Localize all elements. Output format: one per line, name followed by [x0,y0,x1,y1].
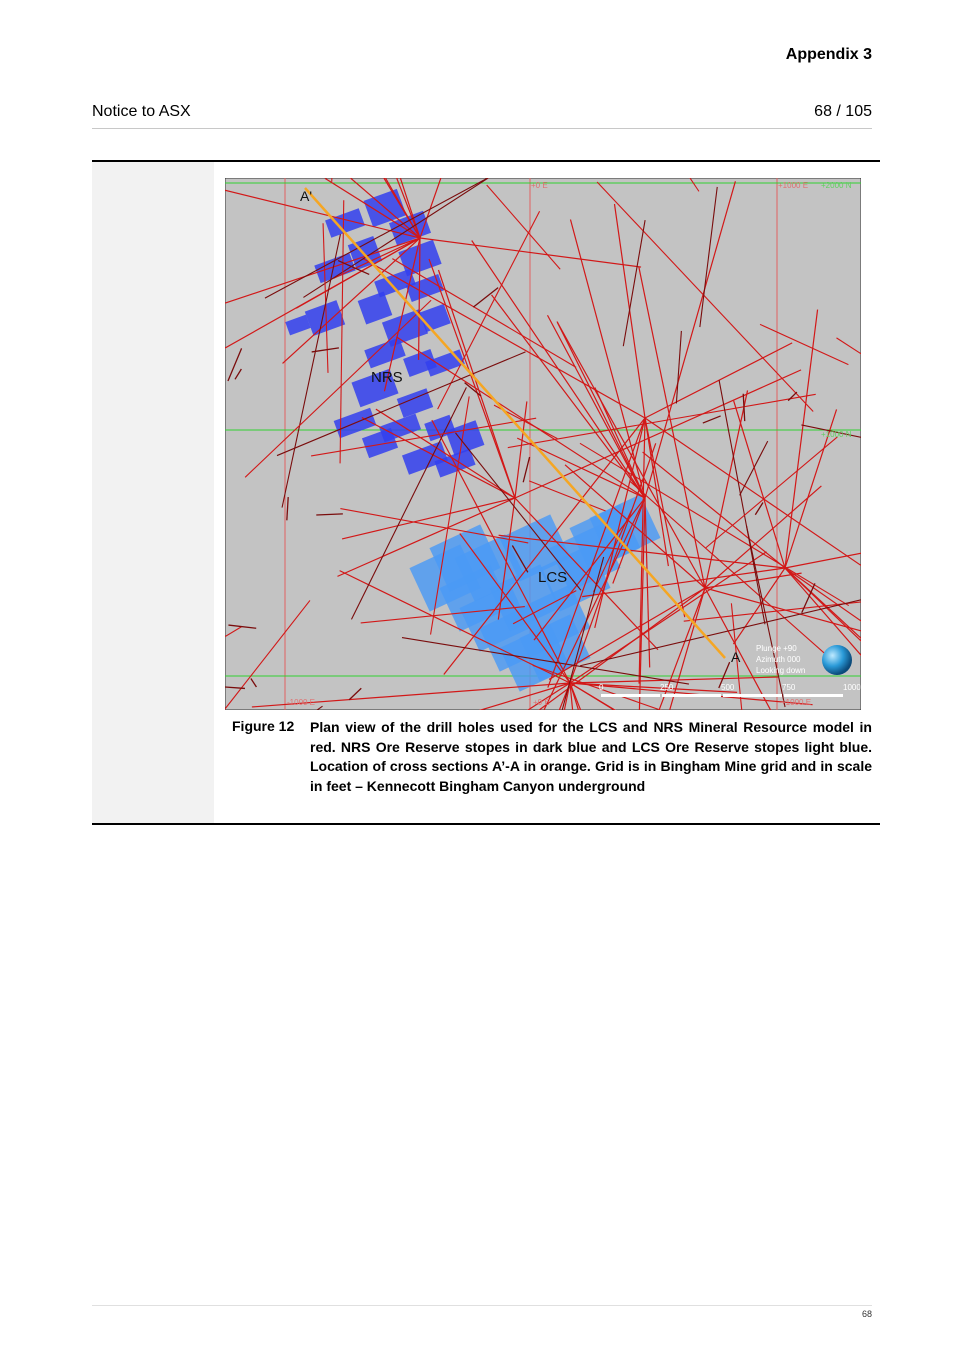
figure-caption-label: Figure 12 [232,718,295,734]
notice-title: Notice to ASX [92,103,191,120]
scale-tick-label: 0 [599,683,604,692]
view-azimuth: Azimuth 000 [756,655,801,664]
drill-hole-plan-view [225,178,861,710]
grid-label-top-0e: +0 E [531,181,548,190]
scale-tick-label: 1000 [843,683,861,692]
label-a: A [731,649,741,665]
grid-label-bottom-m1000e: -1000 E [287,698,316,707]
grid-label-bottom-1000e: +1000 E [781,698,812,707]
grid-label-bottom-0e: +0 E [533,698,550,707]
label-a-prime: A' [300,188,313,204]
grid-label-top-2000n: +2000 N [821,181,852,190]
appendix-label: Appendix 3 [785,46,872,63]
page-counter: 68 / 105 [814,103,872,120]
footer-divider [92,1305,872,1306]
grid-label-top-1000e: +1000 E [778,181,809,190]
header-divider [92,128,872,129]
table-bottom-border [92,823,880,825]
scale-segment [662,694,721,697]
label-nrs: NRS [371,369,403,386]
scale-tick-label: 750 [782,683,796,692]
view-plunge: Plunge +90 [756,644,797,653]
footer-page-number: 68 [861,1309,872,1319]
scale-tick-label: 250 [660,683,674,692]
figure-caption-text: Plan view of the drill holes used for the LCS and NRS Mineral Resource model in red. NRS Ore Reserve stopes in dark blue and LCS Ore Reserve stopes light blue. Location of cross sections A’-A in orange. Grid is in Bingham Mine grid and in scale in feet – Kennecott Bingham Canyon underground [310,719,872,794]
label-lcs: LCS [538,569,568,586]
scale-tick-label: 500 [721,683,735,692]
scale-segment [784,694,843,697]
view-looking: Looking down [756,666,806,675]
scale-segment [723,694,782,697]
grid-label-mid-1000n: +1000 N [821,430,852,439]
orientation-globe-icon [822,645,852,675]
scale-segment [601,694,660,697]
table-left-column [92,162,214,823]
